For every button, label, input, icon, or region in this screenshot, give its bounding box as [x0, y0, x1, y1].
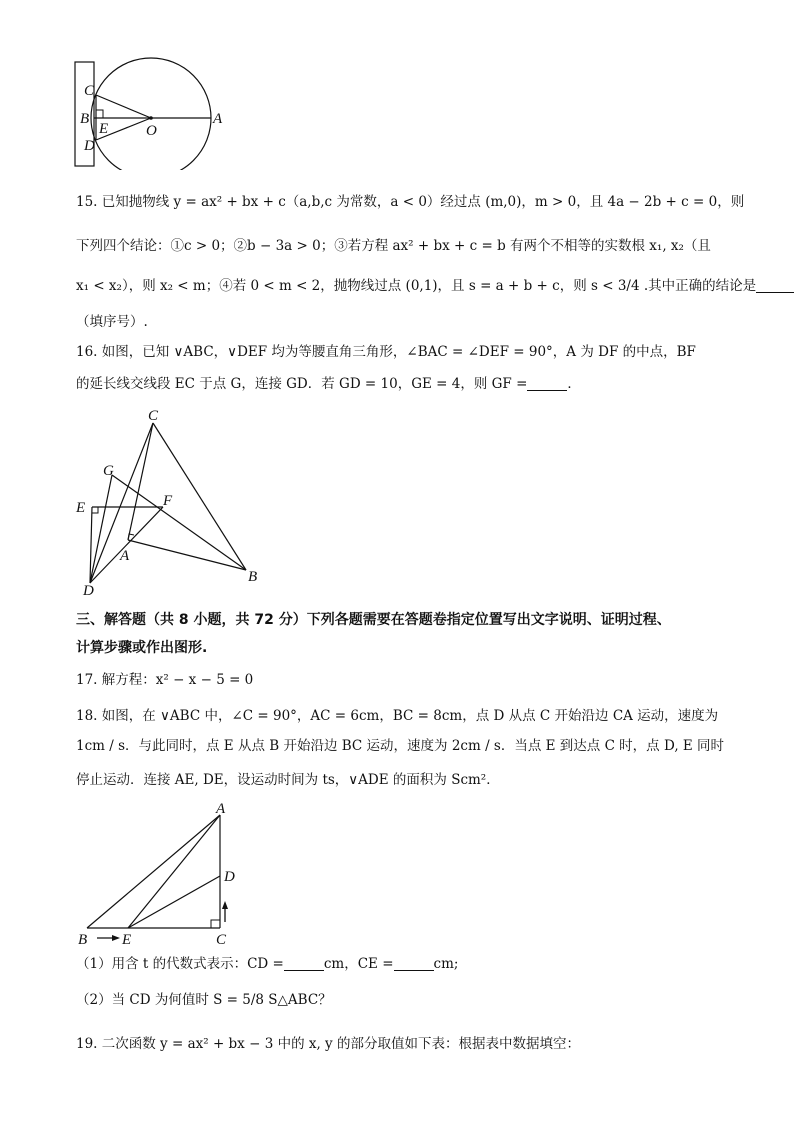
label-c: C — [84, 83, 95, 99]
figure-circle-tangent — [60, 50, 230, 170]
q15-line-1: 15. 已知抛物线 y = ax² + bx + c（a,b,c 为常数，a < 0）经过点 (m,0)，m > 0，且 4a − 2b + c = 0，则 — [76, 194, 745, 210]
q16-line-2-text: 的延长线交线段 EC 于点 G，连接 GD．若 GD = 10，GE = 4，则 GF = — [76, 376, 528, 392]
segment-gd — [90, 475, 112, 583]
label-c: C — [216, 932, 227, 948]
arrow-up-icon — [222, 901, 228, 909]
right-angle-mark-c — [211, 920, 220, 928]
label-a: A — [213, 111, 223, 127]
segment-de — [128, 876, 220, 928]
segment-ab — [128, 540, 246, 570]
right-angle-mark-a — [128, 534, 134, 540]
figure-right-triangle — [70, 800, 250, 950]
q18-line-1: 18. 如图，在 ∨ABC 中，∠C = 90°，AC = 6cm，BC = 8cm，点 D 从点 C 开始沿边 CA 运动，速度为 — [76, 708, 719, 724]
circle-o — [91, 58, 211, 170]
q18-line-3: 停止运动．连接 AE, DE，设运动时间为 ts，∨ADE 的面积为 Scm²． — [76, 772, 500, 788]
label-a: A — [120, 548, 130, 564]
label-d: D — [84, 138, 95, 154]
label-b: B — [248, 569, 258, 585]
q16-line-2 — [76, 374, 736, 394]
q18-sub1-b: cm，CE = — [323, 956, 394, 972]
segment-ab — [87, 815, 220, 928]
q15-line-3-text: x₁ < x₂），则 x₂ < m；④若 0 < m < 2，抛物线过点 (0,1)，且 s = a + b + c，则 s < 3/4 .其中正确的结论是 — [76, 278, 757, 294]
q17-text: 17. 解方程：x² − x − 5 = 0 — [76, 672, 254, 688]
q15-line-3 — [76, 276, 757, 296]
q15-line-2: 下列四个结论：①c > 0；②b − 3a > 0；③若方程 ax² + bx + c = b 有两个不相等的实数根 x₁, x₂（且 — [76, 238, 711, 254]
q16-answer-blank[interactable] — [527, 376, 567, 391]
label-f: F — [163, 493, 173, 509]
q16-line-2-end: ． — [567, 376, 581, 392]
label-e: E — [76, 500, 86, 516]
q18-line-2: 1cm / s．与此同时，点 E 从点 B 开始沿边 BC 运动，速度为 2cm / s．当点 E 到达点 C 时，点 D, E 同时 — [76, 738, 725, 754]
right-angle-mark-e — [92, 507, 98, 513]
label-d: D — [83, 583, 94, 595]
q19-text: 19. 二次函数 y = ax² + bx − 3 中的 x, y 的部分取值如下表：根据表中数据填空： — [76, 1036, 580, 1052]
cd-answer-blank[interactable] — [284, 956, 324, 971]
q18-sub1-a: （1）用含 t 的代数式表示：CD = — [76, 956, 284, 972]
segment-ca — [128, 423, 153, 540]
label-c: C — [148, 408, 159, 424]
q16-line-1: 16. 如图，已知 ∨ABC，∨DEF 均为等腰直角三角形，∠BAC = ∠DEF = 90°，A 为 DF 的中点，BF — [76, 344, 696, 360]
label-a: A — [216, 801, 226, 817]
center-point — [149, 116, 153, 120]
q18-sub1-c: cm; — [433, 956, 459, 972]
segment-df — [90, 507, 163, 583]
label-d: D — [224, 869, 235, 885]
label-b: B — [78, 932, 88, 948]
figure-triangles — [70, 405, 270, 595]
q18-sub-1 — [76, 954, 736, 974]
label-o: O — [146, 123, 157, 139]
section-3-line-2: 计算步骤或作出图形. — [76, 640, 208, 656]
label-g: G — [103, 463, 114, 479]
segment-ed — [90, 507, 92, 583]
q15-answer-blank[interactable] — [756, 278, 794, 293]
q15-line-4: （填序号）. — [76, 314, 148, 330]
ce-answer-blank[interactable] — [394, 956, 434, 971]
segment-co — [96, 95, 151, 118]
section-3-line-1: 三、解答题（共 8 小题，共 72 分）下列各题需要在答题卷指定位置写出文字说明、证明过程、 — [76, 612, 671, 628]
q18-sub-2: （2）当 CD 为何值时 S = 5/8 S△ABC？ — [76, 992, 332, 1008]
label-e: E — [122, 932, 132, 948]
label-b: B — [80, 111, 90, 127]
segment-ae — [128, 815, 220, 928]
label-e: E — [99, 121, 109, 137]
arrow-right-icon — [112, 935, 120, 941]
right-angle-mark — [96, 110, 103, 118]
